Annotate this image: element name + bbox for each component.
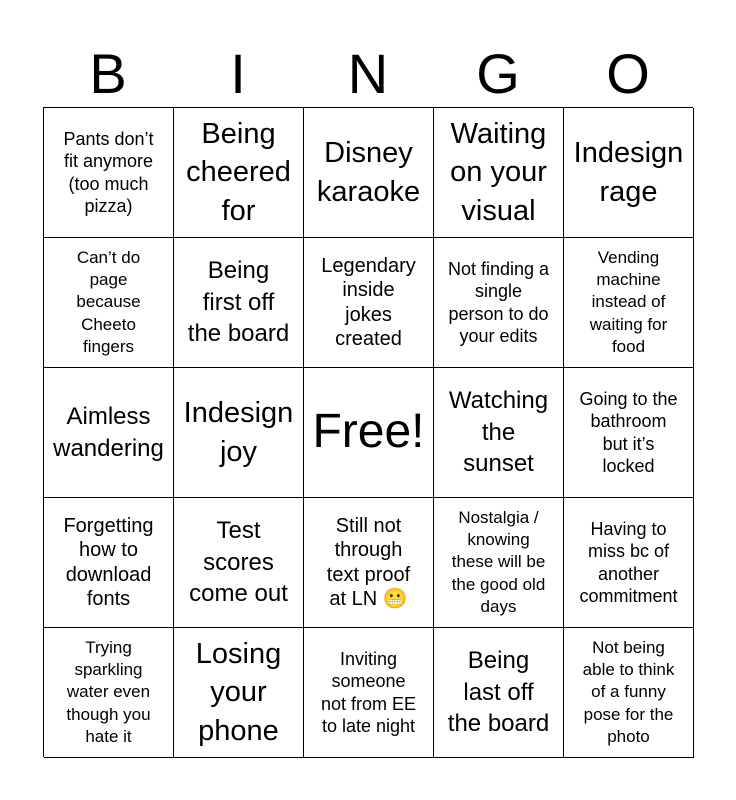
cell-text: Nostalgia / knowing these will be the good old days [451,508,546,616]
bingo-cell-r2-c2[interactable] [174,238,304,368]
bingo-cell-r5-c5[interactable] [564,628,694,758]
cell-text: Still not through text proof at LN 😬 [326,514,411,610]
bingo-cell-r1-c5[interactable] [564,108,694,238]
cell-text: Being first off the board [187,256,290,348]
bingo-cell-r1-c3[interactable] [304,108,434,238]
cell-text: Watching the sunset [448,386,549,478]
cell-text: Test scores come out [189,516,288,608]
free-space-text: Free! [312,405,425,459]
cell-text: Forgetting how to download fonts [63,514,154,610]
cell-text: Disney karaoke [316,137,421,208]
bingo-cell-r5-c3[interactable] [304,628,434,758]
cell-text: Waiting on your visual [450,118,547,227]
header-letter-n: N [347,42,389,105]
bingo-cell-r4-c5[interactable] [564,498,694,628]
cell-text: Being last off the board [447,646,550,738]
bingo-cell-r1-c4[interactable] [434,108,564,238]
cell-text: Indesign joy [183,397,294,468]
cell-text: Vending machine instead of waiting for food [589,248,668,356]
bingo-cell-r2-c4[interactable] [434,238,564,368]
bingo-cell-r5-c1[interactable] [44,628,174,758]
cell-text: Not finding a single person to do your edits [447,258,550,346]
bingo-cell-r2-c3[interactable] [304,238,434,368]
bingo-cell-r4-c2[interactable] [174,498,304,628]
bingo-cell-r3-c1[interactable] [44,368,174,498]
bingo-board [43,107,693,757]
bingo-cell-r3-c5[interactable] [564,368,694,498]
bingo-cell-r1-c2[interactable] [174,108,304,238]
cell-text: Inviting someone not from EE to late night [320,648,417,736]
bingo-cell-r5-c4[interactable] [434,628,564,758]
header-letter-b: B [89,42,127,105]
cell-text: Not being able to think of a funny pose for the photo [582,638,675,746]
bingo-cell-r4-c1[interactable] [44,498,174,628]
bingo-cell-r4-c4[interactable] [434,498,564,628]
cell-text: Trying sparkling water even though you hate it [66,638,151,746]
cell-text: Indesign rage [573,137,684,208]
cell-text: Aimless wandering [53,402,164,462]
cell-text: Pants don’t fit anymore (too much pizza) [63,128,154,216]
cell-text: Being cheered for [186,118,291,227]
bingo-cell-r3-c4[interactable] [434,368,564,498]
bingo-cell-r4-c3[interactable] [304,498,434,628]
cell-text: Losing your phone [195,638,282,747]
cell-text: Can’t do page because Cheeto fingers [76,248,141,356]
bingo-header [43,40,693,108]
header-letter-o: O [606,42,650,105]
bingo-cell-r3-c2[interactable] [174,368,304,498]
bingo-cell-r2-c5[interactable] [564,238,694,368]
bingo-cell-r1-c1[interactable] [44,108,174,238]
header-letter-i: I [230,42,246,105]
header-letter-g: G [476,42,520,105]
cell-text: Having to miss bc of another commitment [579,518,678,606]
bingo-free-space[interactable] [304,368,434,498]
cell-text: Legendary inside jokes created [321,254,416,350]
bingo-cell-r5-c2[interactable] [174,628,304,758]
bingo-cell-r2-c1[interactable] [44,238,174,368]
cell-text: Going to the bathroom but it’s locked [579,388,678,476]
